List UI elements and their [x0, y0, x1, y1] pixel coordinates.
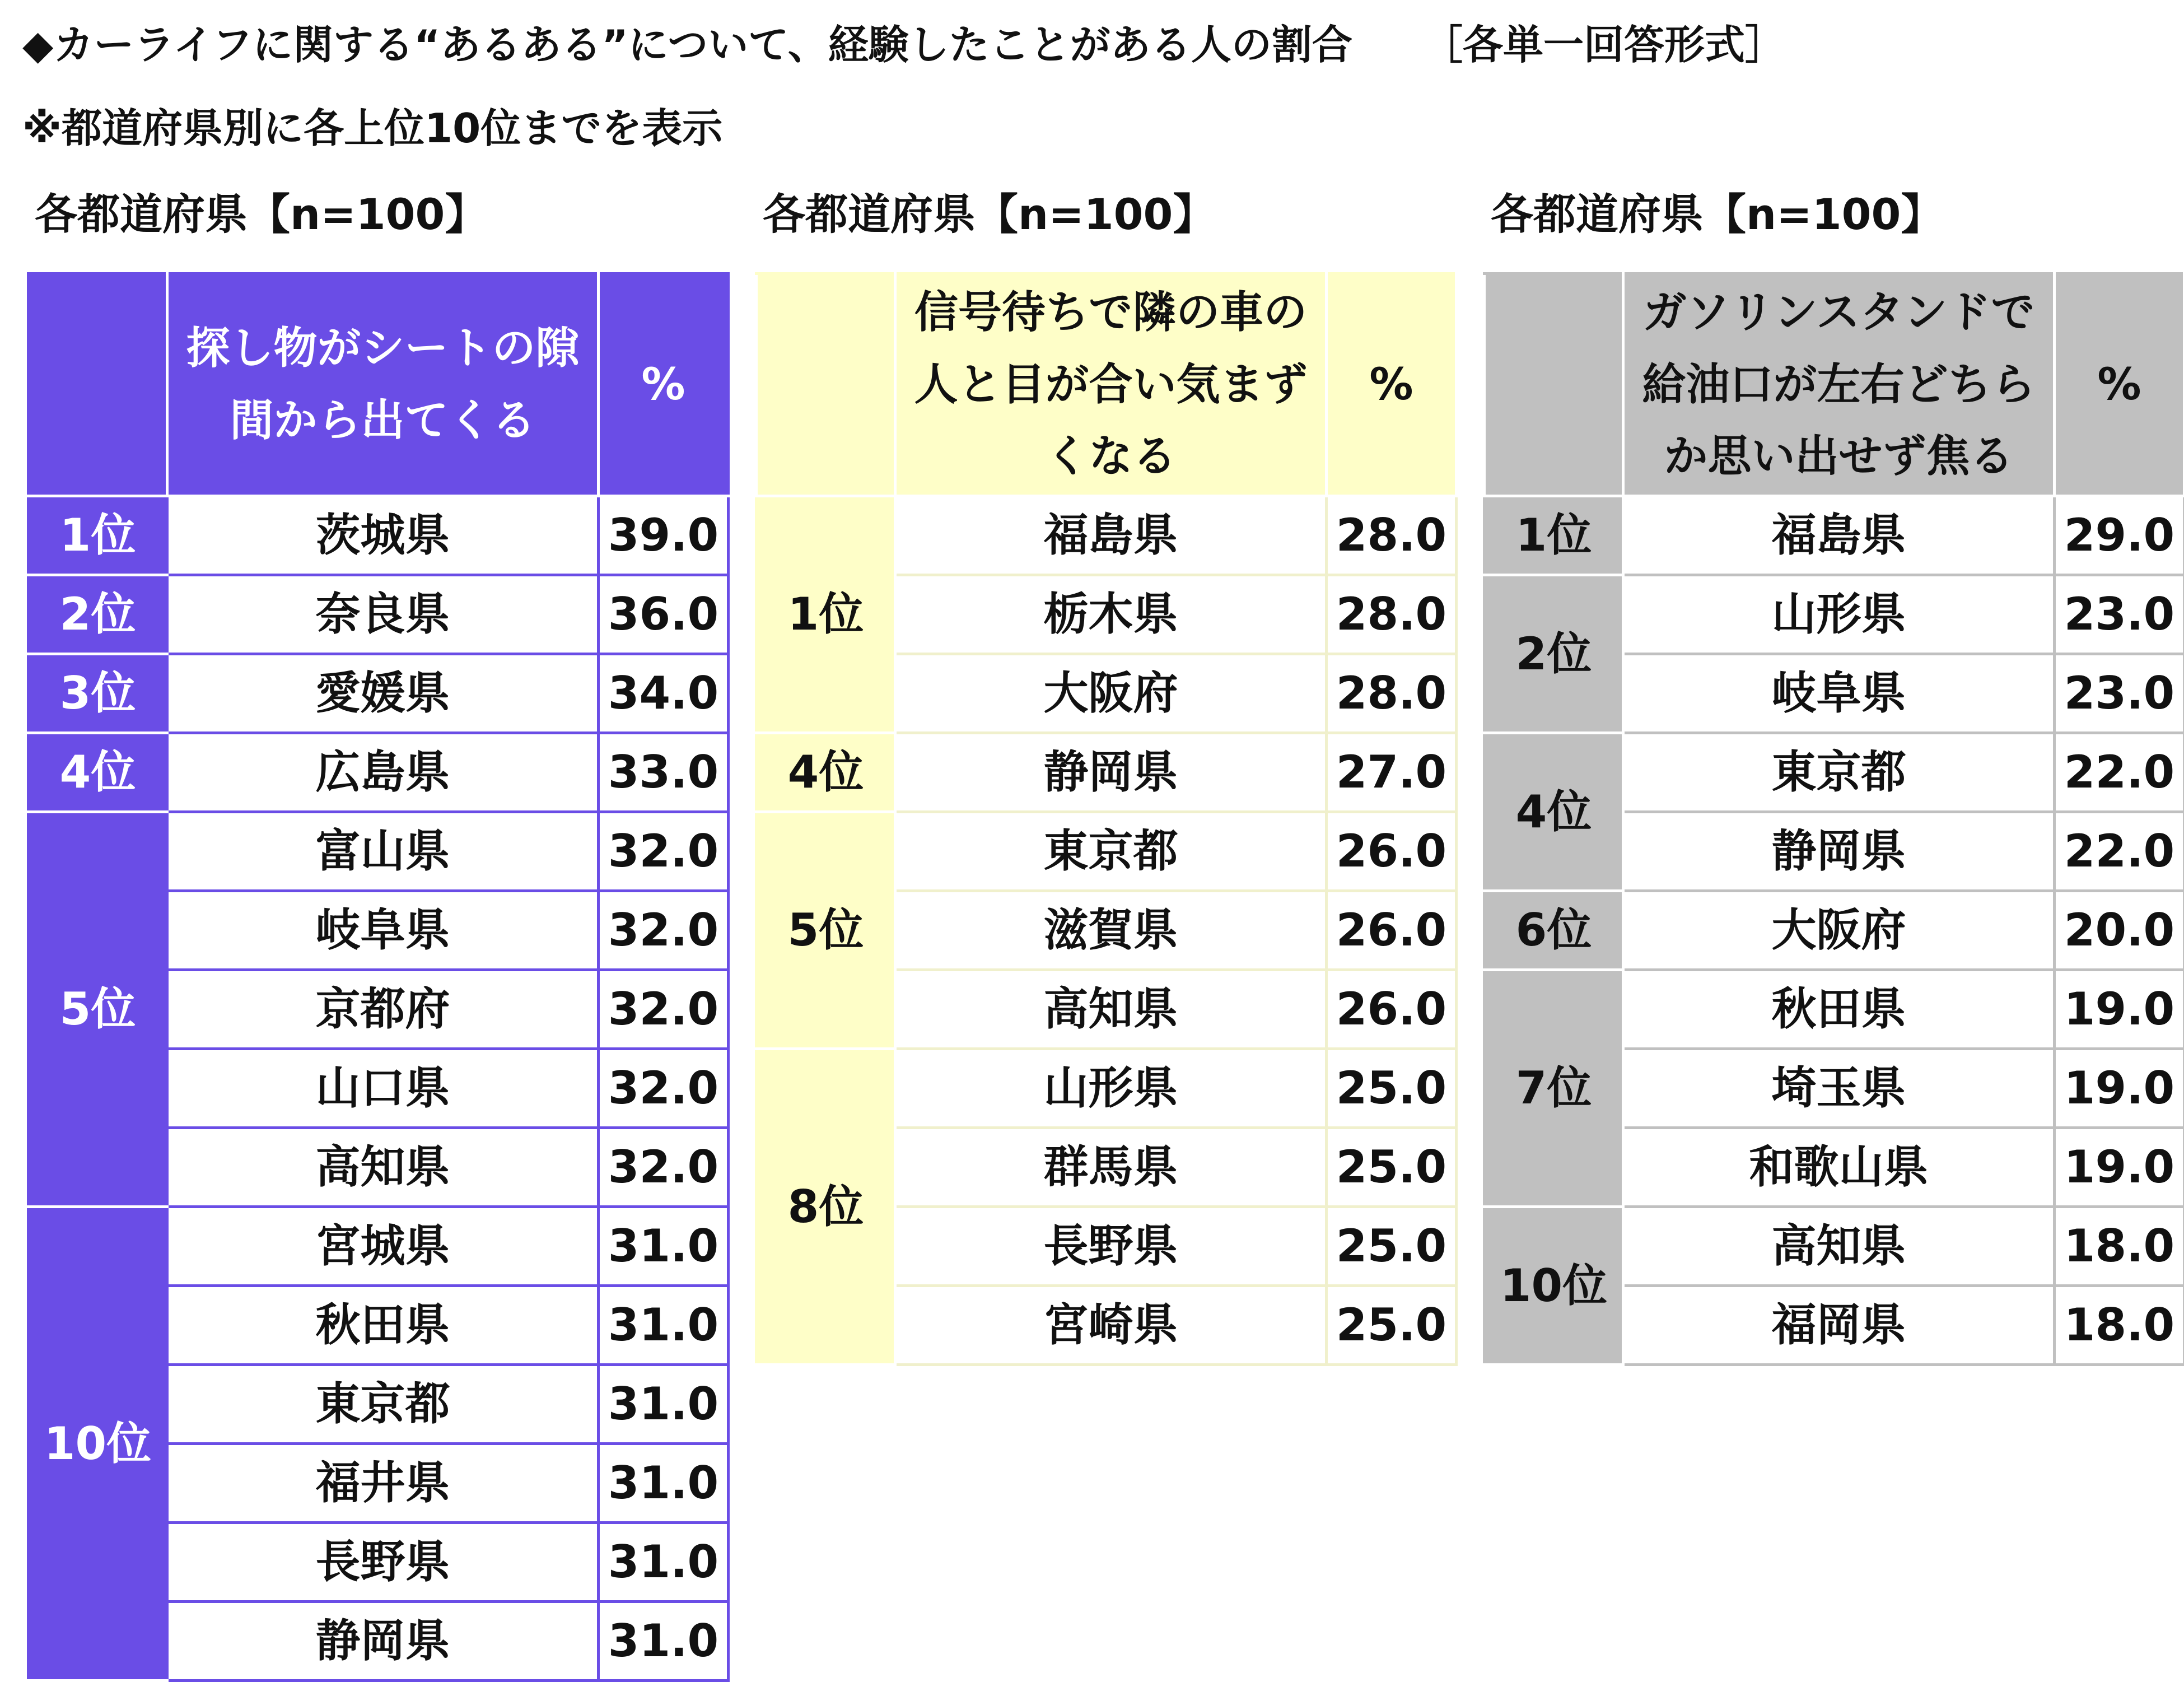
prefecture-cell: 宮崎県	[895, 1286, 1327, 1365]
percent-cell: 32.0	[599, 812, 729, 891]
section-label-2: 各都道府県【n=100】	[763, 193, 1215, 236]
percent-cell: 26.0	[1327, 970, 1457, 1049]
prefecture-cell: 山口県	[167, 1049, 599, 1128]
table-header-row	[757, 274, 1457, 496]
rank-cell: 2位	[29, 575, 167, 654]
section-label-3: 各都道府県【n=100】	[1491, 193, 1943, 236]
percent-cell: 31.0	[599, 1286, 729, 1365]
prefecture-cell: 栃木県	[895, 575, 1327, 654]
prefecture-cell: 福島県	[1623, 496, 2055, 575]
table-row	[757, 733, 1457, 812]
prefecture-cell: 福島県	[895, 496, 1327, 575]
table-row	[29, 1207, 729, 1286]
percent-cell: 32.0	[599, 1049, 729, 1128]
percent-cell: 32.0	[599, 970, 729, 1049]
percent-cell: 26.0	[1327, 891, 1457, 970]
prefecture-cell: 秋田県	[167, 1286, 599, 1365]
percent-cell: 23.0	[2055, 575, 2184, 654]
prefecture-cell: 山形県	[1623, 575, 2055, 654]
percent-cell: 39.0	[599, 496, 729, 575]
percent-cell: 31.0	[599, 1444, 729, 1523]
prefecture-cell: 長野県	[895, 1207, 1327, 1286]
prefecture-cell: 群馬県	[895, 1128, 1327, 1207]
prefecture-cell: 宮城県	[167, 1207, 599, 1286]
rank-cell: 10位	[29, 1207, 167, 1681]
rank-cell: 5位	[29, 812, 167, 1207]
prefecture-cell: 高知県	[895, 970, 1327, 1049]
percent-cell: 19.0	[2055, 970, 2184, 1049]
rank-cell: 1位	[29, 496, 167, 575]
rank-cell: 3位	[29, 654, 167, 733]
percent-cell: 18.0	[2055, 1207, 2184, 1286]
rank-cell: 8位	[757, 1049, 895, 1365]
prefecture-cell: 愛媛県	[167, 654, 599, 733]
table-row	[1485, 575, 2184, 654]
prefecture-cell: 京都府	[167, 970, 599, 1049]
percent-cell: 31.0	[599, 1365, 729, 1444]
percent-header: %	[599, 274, 729, 496]
answer-format-label: ［各単一回答形式］	[1422, 25, 1785, 65]
question-header: 探し物がシートの隙間から出てくる	[167, 274, 599, 496]
percent-cell: 28.0	[1327, 575, 1457, 654]
rank-header-cell	[29, 274, 167, 496]
prefecture-cell: 秋田県	[1623, 970, 2055, 1049]
ranking-table-traffic-light	[755, 272, 1458, 1366]
percent-cell: 20.0	[2055, 891, 2184, 970]
percent-cell: 22.0	[2055, 733, 2184, 812]
ranking-table-fuel-cap	[1483, 272, 2184, 1366]
table-row	[29, 654, 729, 733]
rank-cell: 6位	[1485, 891, 1623, 970]
prefecture-cell: 静岡県	[167, 1602, 599, 1681]
rank-cell: 4位	[1485, 733, 1623, 891]
percent-cell: 29.0	[2055, 496, 2184, 575]
table-row	[1485, 496, 2184, 575]
page-title: ◆カーライフに関する“あるある”について、経験したことがある人の割合	[22, 25, 1352, 65]
table-row	[29, 575, 729, 654]
percent-cell: 25.0	[1327, 1286, 1457, 1365]
table-row	[1485, 891, 2184, 970]
prefecture-cell: 高知県	[1623, 1207, 2055, 1286]
percent-cell: 32.0	[599, 891, 729, 970]
table-row	[757, 1049, 1457, 1128]
prefecture-cell: 滋賀県	[895, 891, 1327, 970]
prefecture-cell: 茨城県	[167, 496, 599, 575]
percent-cell: 33.0	[599, 733, 729, 812]
percent-cell: 36.0	[599, 575, 729, 654]
table-header-row	[29, 274, 729, 496]
percent-cell: 18.0	[2055, 1286, 2184, 1365]
percent-cell: 31.0	[599, 1207, 729, 1286]
prefecture-cell: 静岡県	[1623, 812, 2055, 891]
percent-cell: 25.0	[1327, 1207, 1457, 1286]
table-row	[29, 496, 729, 575]
table-row	[29, 733, 729, 812]
rank-cell: 4位	[29, 733, 167, 812]
percent-cell: 19.0	[2055, 1049, 2184, 1128]
table-row	[1485, 1207, 2184, 1286]
prefecture-cell: 広島県	[167, 733, 599, 812]
prefecture-cell: 岐阜県	[1623, 654, 2055, 733]
rank-header-cell	[757, 274, 895, 496]
prefecture-cell: 静岡県	[895, 733, 1327, 812]
rank-cell: 1位	[1485, 496, 1623, 575]
prefecture-cell: 奈良県	[167, 575, 599, 654]
rank-header-cell	[1485, 274, 1623, 496]
percent-cell: 28.0	[1327, 654, 1457, 733]
display-note: ※都道府県別に各上位10位までを表示	[22, 108, 722, 148]
rank-cell: 10位	[1485, 1207, 1623, 1365]
rank-cell: 1位	[757, 496, 895, 733]
prefecture-cell: 大阪府	[1623, 891, 2055, 970]
prefecture-cell: 高知県	[167, 1128, 599, 1207]
ranking-table-seat-gap	[27, 272, 730, 1682]
section-label-1: 各都道府県【n=100】	[35, 193, 487, 236]
percent-header: %	[1327, 274, 1457, 496]
prefecture-cell: 富山県	[167, 812, 599, 891]
percent-cell: 32.0	[599, 1128, 729, 1207]
percent-cell: 19.0	[2055, 1128, 2184, 1207]
percent-cell: 31.0	[599, 1523, 729, 1602]
rank-cell: 7位	[1485, 970, 1623, 1207]
prefecture-cell: 山形県	[895, 1049, 1327, 1128]
table-header-row	[1485, 274, 2184, 496]
percent-cell: 27.0	[1327, 733, 1457, 812]
prefecture-cell: 東京都	[167, 1365, 599, 1444]
prefecture-cell: 長野県	[167, 1523, 599, 1602]
rank-cell: 5位	[757, 812, 895, 1049]
percent-cell: 25.0	[1327, 1128, 1457, 1207]
prefecture-cell: 大阪府	[895, 654, 1327, 733]
percent-cell: 26.0	[1327, 812, 1457, 891]
table-row	[29, 812, 729, 891]
prefecture-cell: 埼玉県	[1623, 1049, 2055, 1128]
prefecture-cell: 和歌山県	[1623, 1128, 2055, 1207]
prefecture-cell: 福岡県	[1623, 1286, 2055, 1365]
prefecture-cell: 東京都	[1623, 733, 2055, 812]
question-header: 信号待ちで隣の車の人と目が合い気まずくなる	[895, 274, 1327, 496]
percent-cell: 28.0	[1327, 496, 1457, 575]
percent-cell: 22.0	[2055, 812, 2184, 891]
percent-cell: 31.0	[599, 1602, 729, 1681]
table-row	[1485, 733, 2184, 812]
table-row	[757, 496, 1457, 575]
question-header: ガソリンスタンドで給油口が左右どちらか思い出せず焦る	[1623, 274, 2055, 496]
prefecture-cell: 東京都	[895, 812, 1327, 891]
table-row	[1485, 970, 2184, 1049]
percent-cell: 25.0	[1327, 1049, 1457, 1128]
percent-cell: 23.0	[2055, 654, 2184, 733]
rank-cell: 4位	[757, 733, 895, 812]
rank-cell: 2位	[1485, 575, 1623, 733]
table-row	[757, 812, 1457, 891]
prefecture-cell: 岐阜県	[167, 891, 599, 970]
prefecture-cell: 福井県	[167, 1444, 599, 1523]
percent-cell: 34.0	[599, 654, 729, 733]
percent-header: %	[2055, 274, 2184, 496]
